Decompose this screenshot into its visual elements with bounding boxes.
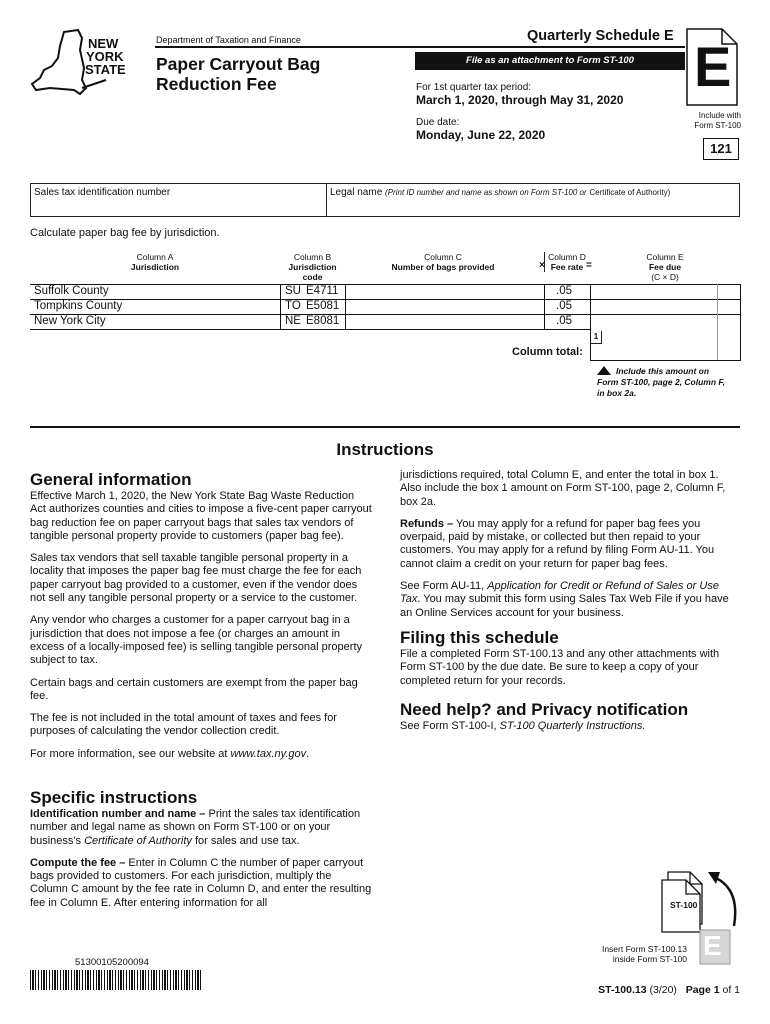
filing-heading: Filing this schedule [400, 628, 559, 647]
row-nyc-code-prefix: NE [285, 315, 301, 327]
col-b-rule [280, 284, 281, 329]
spec-p2: Compute the fee – Enter in Column C the number of paper carryout bags provided to customers. For each jurisdiction, multiply the Column C amount by the fee rate in Column D, and enter the resulting fee in Column E. After entering information for all [30, 856, 372, 909]
general-p6: For more information, see our website at www.tax.ny.gov. [30, 747, 310, 760]
col-c-header: Column C Number of bags provided [391, 252, 495, 272]
specific-instructions-body [30, 808, 372, 919]
tax-period: March 1, 2020, through May 31, 2020 [416, 93, 624, 107]
col-d-header: Column D Fee rate [544, 252, 589, 272]
row-nyc-rate: .05 [556, 315, 572, 327]
due-date-label: Due date: [416, 117, 460, 128]
row-tompkins-code: E5081 [306, 300, 340, 312]
row-suffolk-rate: .05 [556, 285, 572, 297]
row-suffolk-code-prefix: SU [285, 285, 301, 297]
filing-body: File a completed Form ST-100.13 and any other attachments with Form ST-100 by the due date. Be sure to keep a copy of your completed return for your records. [400, 648, 720, 687]
form-id-footer: ST-100.13 (3/20) Page 1 of 1 [598, 984, 740, 996]
times-symbol: × [539, 260, 545, 271]
row-tompkins-rate: .05 [556, 300, 572, 312]
row-nyc-bags-input[interactable] [346, 315, 543, 329]
include-note-line1: Include this amount on [616, 366, 710, 376]
insert-note-line2: inside Form ST-100 [612, 954, 687, 964]
column-total-input[interactable] [603, 330, 739, 360]
row-suffolk-bags-input[interactable] [346, 285, 543, 299]
website-link[interactable]: www.tax.ny.gov [230, 747, 307, 760]
col-a-header: Column A Jurisdiction [130, 252, 180, 272]
logo-text-state: STATE [85, 62, 126, 77]
row-tompkins-fee-input[interactable] [591, 300, 739, 314]
general-p1: Effective March 1, 2020, the New York State Bag Waste Reduction Act authorizes counties and cities to impose a five-cent paper carryout bag reduction fee on paper carryout bags that sales tax vendors of tangible personal property provide to customers (paper bag fee). [30, 490, 372, 542]
form-title-line2: Reduction Fee [156, 74, 277, 94]
refunds-p: Refunds – You may apply for a refund for paper bag fees you overpaid, paid by mistake, or collected but then repaid to your customers. You may apply for a refund by filing Form AU-11. You cannot claim a credit on your return for paper bag fees. [400, 517, 715, 570]
schedule-name: Quarterly Schedule E [527, 28, 674, 44]
row-tompkins-jurisdiction: Tompkins County [34, 300, 123, 312]
row-suffolk-jurisdiction: Suffolk County [34, 285, 109, 297]
attachment-banner: File as an attachment to Form ST-100 [415, 52, 685, 70]
insert-note-line1: Insert Form ST-100.13 [601, 944, 687, 954]
help-body: See Form ST-100-I, ST-100 Quarterly Instructions. [400, 720, 646, 732]
include-note-line3: in box 2a. [597, 388, 637, 398]
sales-tax-id-label: Sales tax identification number [34, 187, 171, 198]
right-column-body [400, 469, 742, 629]
row-rule-3 [30, 329, 590, 330]
include-with-line2: Form ST-100 [694, 121, 741, 130]
footer-e-letter: E [703, 930, 722, 961]
legal-name-note: (Print ID number and name as shown on Form ST-100 or [385, 188, 587, 197]
row-suffolk-code: E4711 [306, 285, 339, 297]
col-d-rule [544, 284, 545, 329]
barcode [30, 970, 202, 990]
up-arrow-icon [597, 366, 611, 375]
help-heading: Need help? and Privacy notification [400, 700, 689, 719]
row-nyc-code: E8081 [306, 315, 340, 327]
barcode-number: 51300105200094 [75, 957, 149, 968]
equals-symbol: = [586, 260, 592, 271]
form-title-line1: Paper Carryout Bag [156, 54, 321, 74]
instructions-heading: Instructions [336, 440, 434, 459]
row-nyc-fee-input[interactable] [591, 315, 739, 329]
due-date: Monday, June 22, 2020 [416, 128, 546, 142]
st100-label: ST-100 [670, 900, 698, 910]
row-tompkins-code-prefix: TO [285, 300, 301, 312]
general-p4: Certain bags and certain customers are exempt from the paper bag fee. [30, 676, 358, 702]
general-p5: The fee is not included in the total amount of taxes and fees for purposes of calculating the vendor collection credit. [30, 712, 337, 738]
general-p2: Sales tax vendors that sell taxable tangible personal property in a locality that imposes the paper bag fee must charge the fee for each paper carryout bag provided to a customer, even if the vendor does not sell any tangible personal property or a service to the customer. [30, 552, 362, 605]
general-info-heading: General information [30, 470, 192, 489]
box-1-number: 1 [591, 331, 602, 344]
specific-instructions-heading: Specific instructions [30, 788, 198, 807]
instructions-rule [30, 426, 740, 428]
total-bottom-rule [590, 360, 741, 361]
row-tompkins-bags-input[interactable] [346, 300, 543, 314]
calc-instruction: Calculate paper bag fee by jurisdiction. [30, 227, 220, 239]
period-label: For 1st quarter tax period: [416, 82, 532, 93]
legal-name-note-coa: Certificate of Authority) [589, 188, 671, 197]
col-e-header: Column E Fee due (C × D) [646, 252, 684, 282]
au11-p: See Form AU-11, Application for Credit or Refund of Sales or Use Tax. You may submit this form using Sales Tax Web File if you have an Online Services account for your business. [400, 580, 729, 619]
header-rule [155, 46, 685, 48]
general-p3: Any vendor who charges a customer for a paper carryout bag in a jurisdiction that does not impose a fee (or charges an amount in excess of a locally-imposed fee) is selling tangible personal property subject to tax. [30, 614, 363, 667]
row-nyc-jurisdiction: New York City [34, 315, 106, 327]
general-info-body [30, 490, 372, 770]
legal-name-label [330, 187, 670, 198]
include-note-line2: Form ST-100, page 2, Column F, [597, 377, 725, 387]
row-suffolk-fee-input[interactable] [591, 285, 739, 299]
col-e-right-rule [740, 284, 741, 360]
right-p1: jurisdictions required, total Column E, and enter the total in box 1. Also include the box 1 amount on Form ST-100, page 2, Column F, box 2a. [400, 469, 726, 508]
column-total-label: Column total: [512, 346, 583, 358]
legal-name-text: Legal name [330, 187, 383, 198]
logo-text-york: YORK [86, 49, 124, 64]
form-code-box: 121 [703, 138, 739, 160]
schedule-letter: E [694, 35, 732, 98]
include-with-line1: Include with [698, 111, 741, 120]
spec-p1: Identification number and name – Print the sales tax identification number and legal name as shown on Form ST-100 or on your business's Certificate of Authority for sales and use tax. [30, 808, 361, 847]
logo-text-new: NEW [88, 36, 119, 51]
department-name: Department of Taxation and Finance [156, 35, 301, 45]
col-b-header: Column B Jurisdiction code [288, 252, 337, 282]
